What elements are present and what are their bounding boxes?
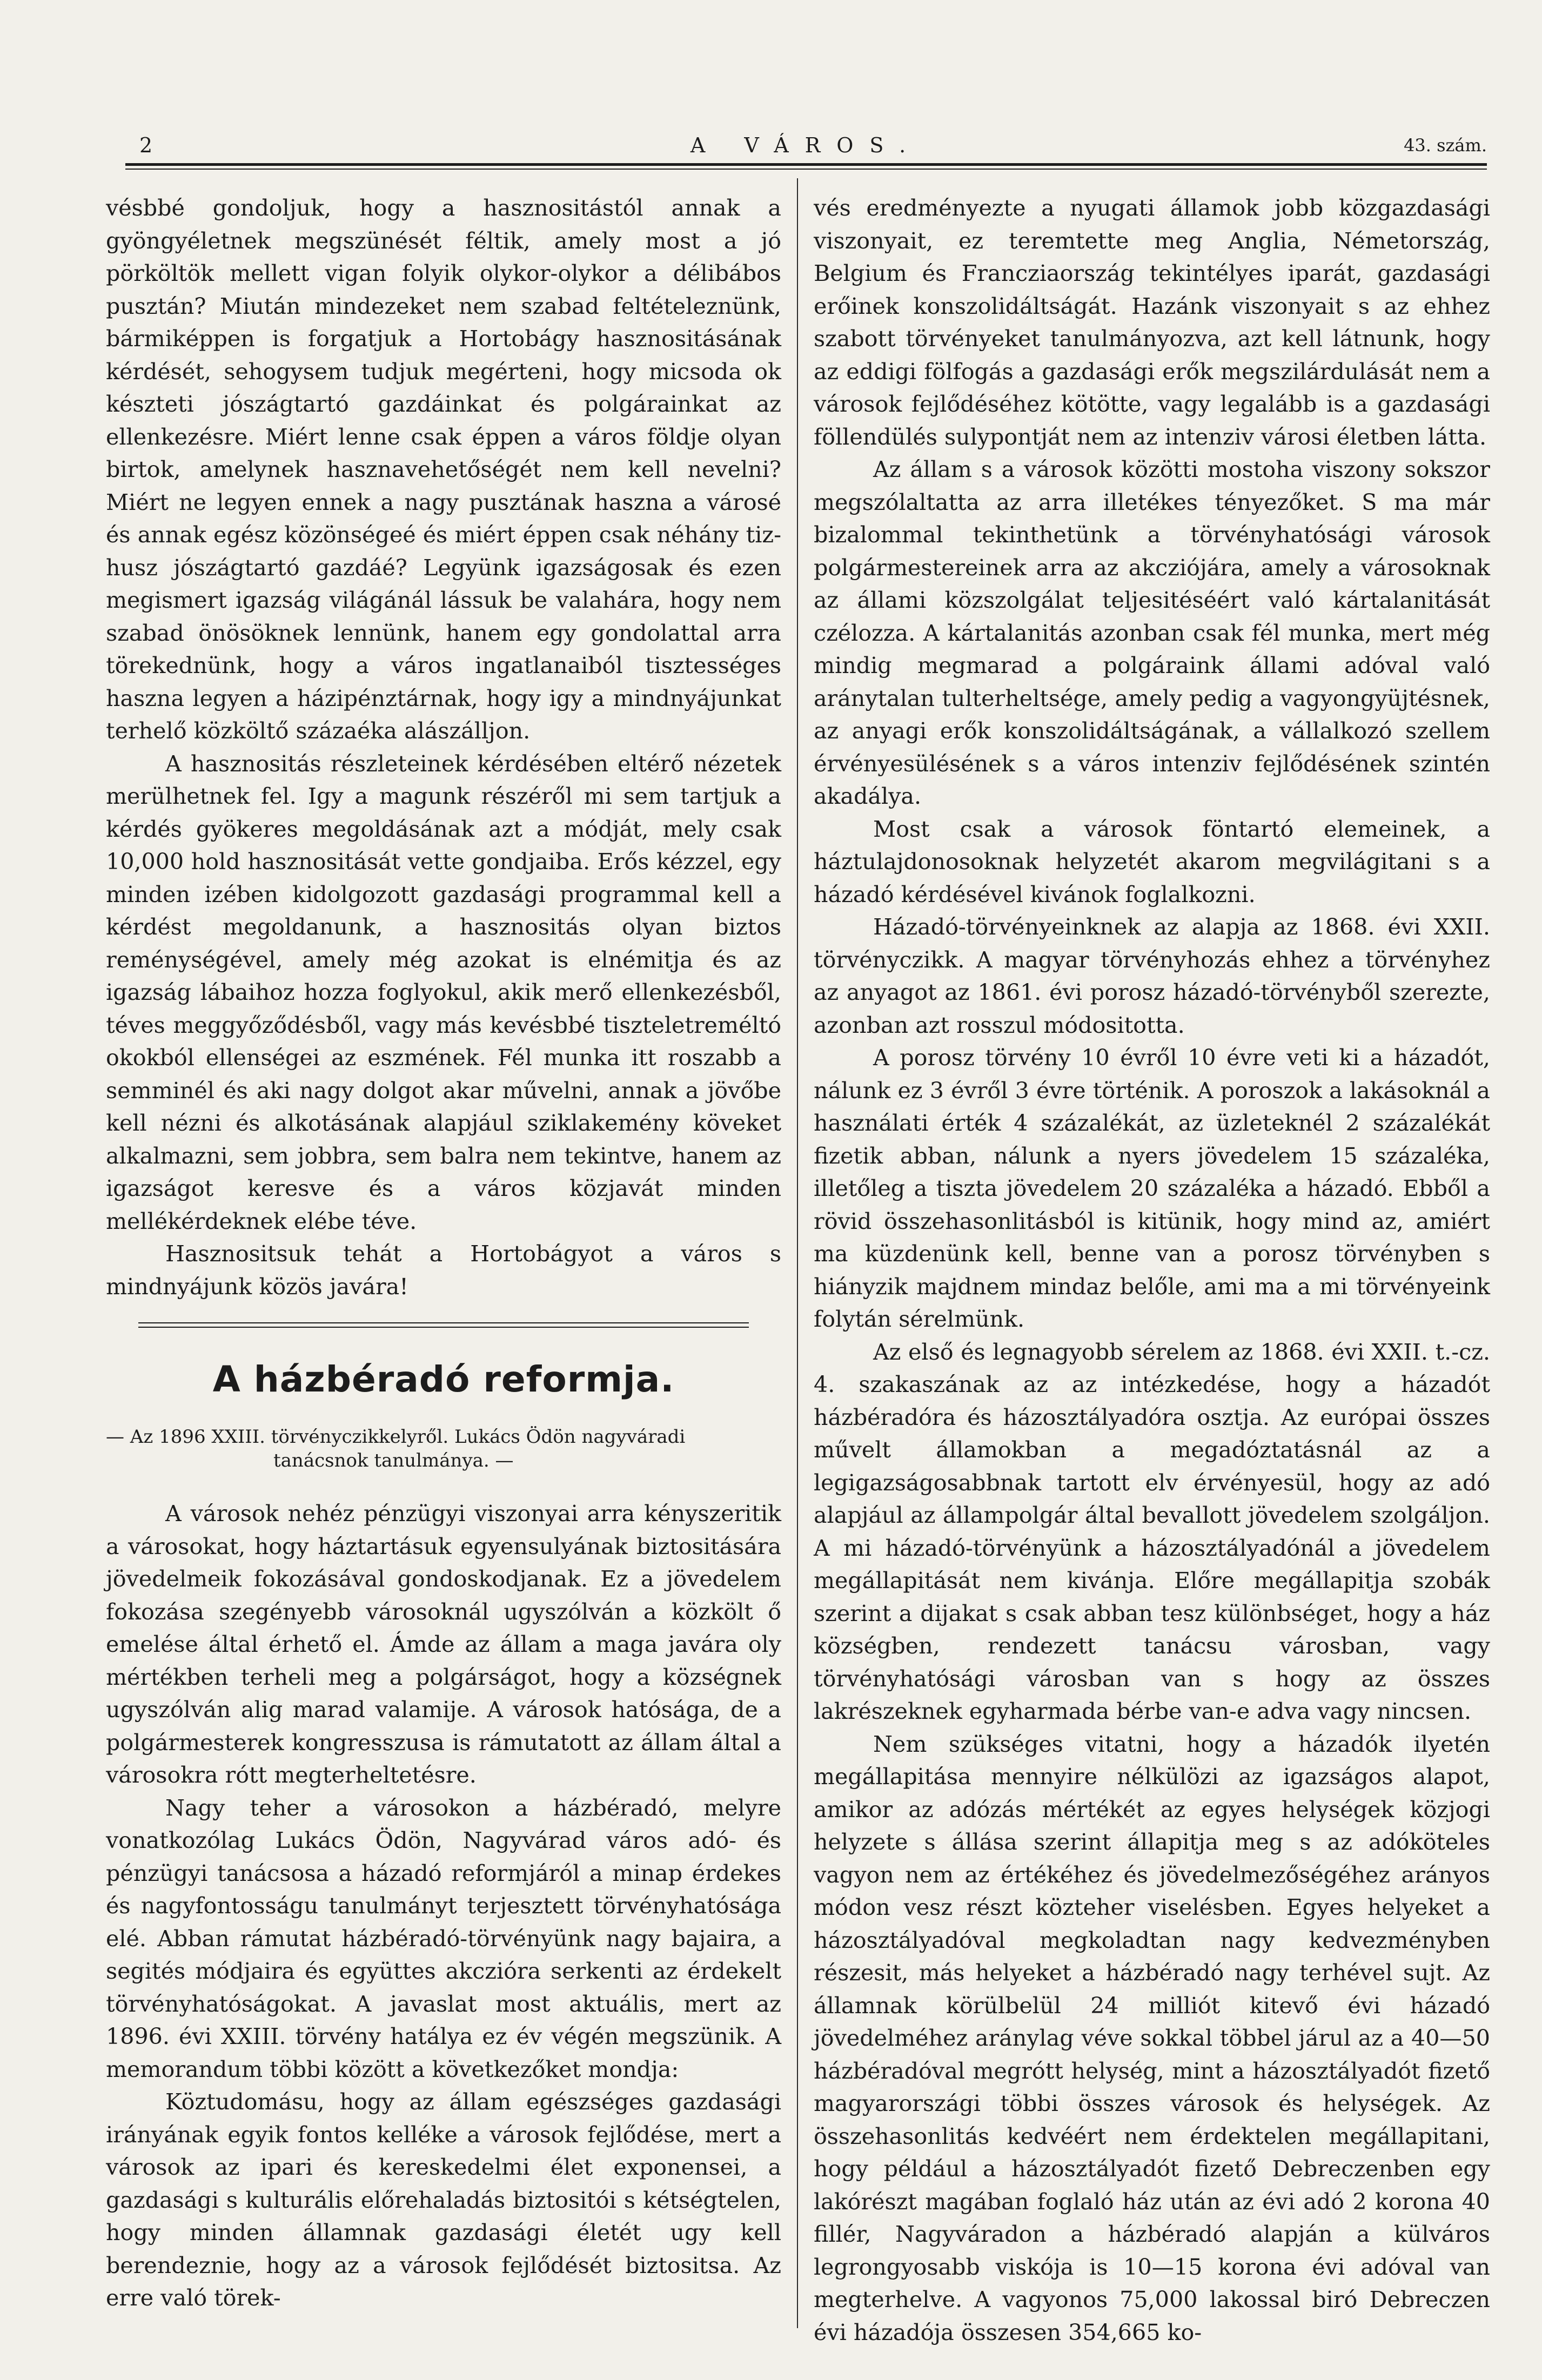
paragraph: Nem szükséges vitatni, hogy a házadók ilyetén megállapitása mennyire nélkülözi az igazságos alapot, amikor az adózás mértékét az egyes helységek közjogi helyzete s állása szerint állapitja meg s az adóköteles vagyon nem az értékéhez és jövedelmezőségéhez arányos módon vesz részt közteher viselésben. Egyes helyeket a házosztályadóval megkoladtan nagy kedvezményben részesit, más helyeket a házbéradó nagy terhével sujt. Az államnak körülbelül 24 milliót kitevő évi házadó jövedelméhez aránylag véve sokkal többel járul az a 40—50 házbéradóval megrótt helység, mint a házosztályadót fizető magyarországi többi összes városok és helységek. Az összehasonlitás kedvéért nem érdektelen megállapitani, hogy például a házosztályadót fizető Debreczenben egy lakórészt magában foglaló ház után az évi adó 2 korona 40 fillér, Nagyváradon a házbéradó alapján a külváros legrongyosabb viskója is 10—15 korona évi adóval van megterhelve. A vagyonos 75,000 lakossal biró Debreczen évi házadója összesen 354,665 ko-: [814, 1731, 1490, 2345]
page-number: 2: [139, 133, 153, 157]
issue-number: 43. szám.: [1404, 135, 1487, 156]
paragraph: vés eredményezte a nyugati államok jobb közgazdasági viszonyait, ez teremtette meg Anglia, Németország, Belgium és Francziaország tekintélyes iparát, gazdasági erőinek konszolidáltságát. Hazánk viszonyait s az ehhez szabott törvényeket tanulmányozva, azt kell látnunk, hogy az eddigi fölfogás a gazdasági erők megszilárdulását nem a városok fejlődéséhez kötötte, vagy legalább is a gazdasági föllendülés sulypontját nem az intenziv városi életben látta.: [814, 195, 1490, 450]
article-subtitle: [106, 1425, 781, 1473]
subtitle-line: tanácsnok tanulmánya. —: [273, 1450, 514, 1471]
publication-title: A VÁROS.: [690, 133, 922, 157]
paragraph: A porosz törvény 10 évről 10 évre veti ki a házadót, nálunk ez 3 évről 3 évre történik. A poroszok a lakásoknál a használati érték 4 százalékát, az üzleteknél 2 százalékát fizetik abban, nálunk a nyers jövedelem 15 százaléka, illetőleg a tiszta jövedelem 20 százaléka a házadó. Ebből a rövid összehasonlitásból is kitünik, hogy mind az, amiért ma küzdenünk kell, benne van a porosz törvényben s hiányzik majdnem mindaz belőle, ami ma a mi törvényeink folytán sérelmünk.: [814, 1045, 1490, 1332]
paragraph: Az állam s a városok közötti mostoha viszony sokszor megszólaltatta az arra illetékes tényezőket. S ma már bizalommal tekinthetünk a törvényhatósági városok polgármestereinek arra az akcziójára, amely a városoknak az állami közszolgálat teljesitéséért való kártalanitását czélozza. A kártalanitás azonban csak fél munka, mert még mindig megmarad a polgáraink állami adóval való aránytalan tulterheltsége, amely pedig a vagyongyüjtésnek, az anyagi erők konszolidáltságának, a vállalkozó szellem érvényesülésének s a város intenziv fejlődésének szintén akadálya.: [814, 456, 1490, 809]
paragraph: Most csak a városok föntartó elemeinek, a háztulajdonosoknak helyzetét akarom megvilágitani s a házadó kérdésével kivánok foglalkozni.: [814, 816, 1490, 907]
section-separator: [106, 1322, 781, 1329]
paragraph: Nagy teher a városokon a házbéradó, melyre vonatkozólag Lukács Ödön, Nagyvárad város adó- és pénzügyi tanácsosa a házadó reformjáról a minap érdekes és nagyfontosságu tanulmányt terjesztett törvényhatósága elé. Abban rámutat házbéradó-törvényünk nagy bajaira, a segités módjaira és együttes akczióra serkenti az érdekelt törvényhatóságokat. A javaslat most aktuális, mert az 1896. évi XXIII. törvény hatálya ez év végén megszünik. A memorandum többi között a következőket mondja:: [106, 1794, 781, 2082]
paragraph: A hasznositás részleteinek kérdésében eltérő nézetek merülhetnek fel. Igy a magunk részéről mi sem tartjuk a kérdés gyökeres megoldásának azt a módját, mely csak 10,000 hold hasznositását vette gondjaiba. Erős kézzel, egy minden izében kidolgozott gazdasági programmal kell a kérdést megoldanunk, a hasznositás olyan biztos reménységével, amely még azokat is elnémitja és az igazság lábaihoz hozza foglyokul, akik merő ellenkezésből, téves meggyőződésből, vagy más kevésbbé tiszteletreméltó okokból ellenségei az eszmének. Fél munka itt roszabb a semminél és aki nagy dolgot akar művelni, annak a jövőbe kell nézni és alkotásának alapjául sziklakemény köveket alkalmazni, sem jobbra, sem balra nem tekintve, hanem az igazságot keresve és a város közjavát minden mellékérdeknek elébe téve.: [106, 750, 781, 1234]
subtitle-line: — Az 1896 XXIII. törvényczikkelyről. Lukács Ödön nagyváradi: [106, 1426, 686, 1448]
article-title: A házbéradó reformja.: [212, 1359, 675, 1400]
right-column: [814, 192, 1490, 2345]
header-rule: [125, 163, 1487, 166]
paragraph: vésbbé gondoljuk, hogy a hasznositástól annak a gyöngyéletnek megszünését féltik, amely most a jó pörköltök mellett vigan folyik olykor-olykor a délibábos pusztán? Miután mindezeket nem szabad feltételeznünk, bármiképpen is forgatjuk a Hortobágy hasznositásának kérdését, sehogysem tudjuk megérteni, hogy micsoda ok készteti jószágtartó gazdáinkat és polgárainkat az ellenkezésre. Miért lenne csak éppen a város földje olyan birtok, amelynek hasznavehetőségét nem kell nevelni? Miért ne legyen ennek a nagy pusztának haszna a városé és annak egész közönségeé és miért éppen csak néhány tiz-husz jószágtartó gazdáé? Legyünk igazságosak és ezen megismert igazság világánál lássuk be valahára, hogy nem szabad önösöknek lennünk, hanem egy gondolattal arra törekednünk, hogy a város ingatlanaiból tisztességes haszna legyen a házipénztárnak, hogy igy a mindnyájunkat terhelő közköltő százaéka alászálljon.: [106, 195, 781, 744]
paragraph: Házadó-törvényeinknek az alapja az 1868. évi XXII. törvényczikk. A magyar törvényhozás ehhez a törvényhez az anyagot az 1861. évi porosz házadó-törvényből szerezte, azonban azt rosszul módositotta.: [814, 914, 1490, 1038]
paragraph: Köztudomásu, hogy az állam egészséges gazdasági irányának egyik fontos kelléke a városok fejlődése, mert a városok az ipari és kereskedelmi élet exponensei, a gazdasági s kulturális előrehaladás biztositói s kétségtelen, hogy minden államnak gazdasági életét ugy kell berendeznie, hogy az a városok fejlődését biztositsa. Az erre való törek-: [106, 2089, 781, 2311]
header-rule-thin: [125, 169, 1487, 170]
left-column: [106, 192, 781, 2342]
page-header: [125, 132, 1487, 164]
paragraph: A városok nehéz pénzügyi viszonyai arra kényszeritik a városokat, hogy háztartásuk egyensulyának biztositására jövedelmeik fokozásával gondoskodjanak. Ez a jövedelem fokozása szegényebb városoknál ugyszólván a közkölt ő emelése által érhető el. Ámde az állam a maga javára oly mértékben terheli meg a polgárságot, hogy a községnek ugyszólván alig marad valamije. A városok hatósága, de a polgármesterek kongresszusa is rámutatott az állam által a városokra rótt megterheltetésre.: [106, 1501, 781, 1788]
paragraph: Hasznositsuk tehát a Hortobágyot a város s mindnyájunk közös javára!: [106, 1241, 781, 1300]
column-divider: [797, 178, 798, 2328]
paragraph: Az első és legnagyobb sérelem az 1868. évi XXII. t.-cz. 4. szakaszának az az intézkedése, hogy a házadót házbéradóra és házosztályadóra osztja. Az európai összes művelt államokban a megadóztatásnál az a legigazságosabbnak tartott elv érvényesül, hogy az adó alapjául az állampolgár által bevallott jövedelem szolgáljon. A mi házadó-törvényünk a házosztályadónál a jövedelem megállapitását nem kivánja. Előre megállapitja szobák szerint a dijakat s csak abban tesz különbséget, hogy a ház községben, rendezett tanácsu városban, vagy törvényhatósági városban van s hogy az összes lakrészeknek egyharmada bérbe van-e adva vagy nincsen.: [814, 1339, 1490, 1724]
